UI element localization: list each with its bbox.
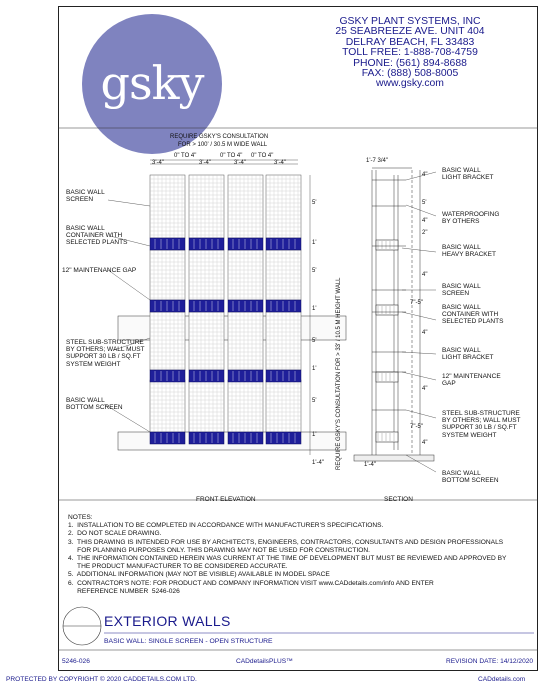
planter-container [150, 238, 185, 250]
footer-copyright: PROTECTED BY COPYRIGHT © 2020 CADDETAILS.COM LTD. [6, 676, 197, 683]
company-tollfree: TOLL FREE: 1-888-708-4759 [342, 47, 478, 59]
sec-label-maintenance-gap: 12" MAINTENANCE GAP [442, 373, 501, 388]
sec-label-screen: BASIC WALL SCREEN [442, 283, 481, 298]
notes-block: NOTES: 1. INSTALLATION TO BE COMPLETED IN ACCORDANCE WITH MANUFACTURER'S SPECIFICATIONS. 2. DO NOT SCALE DRAWING. 3. THIS DRAWING IS INTENDED FOR USE BY ARCHITECTS, ENGINEERS, CONTRACTORS, CONSULTANTS AND DESIGN PROFESSIONALS FOR PLANNING PURPOSES ONLY. THIS DRAWING MAY NOT BE USED FOR CONSTRUCTION. 4. THE INFORMATION CONTAINED HEREIN WAS CURRENT AT THE TIME OF DEVELOPMENT BUT MUST BE REVIEWED AND APPROVED BY THE PRODUCT MANUFACTURER TO BE CONSIDERED ACCURATE. 5. ADDITIONAL INFORMATION (MAY NOT BE VISIBLE) AVAILABLE IN MODEL SPACE 6. CONTRACTOR'S NOTE: FOR PRODUCT AND COMPANY INFORMATION VISIT www.CADdetails.com/info AND ENTER REFERENCE NUMBER 5246-026 [68, 514, 507, 595]
planter-container [189, 432, 224, 444]
wall-screen-panel [150, 250, 185, 300]
wall-screen-panel [228, 312, 263, 370]
col-dim-1: 3'-4" [152, 160, 164, 166]
wall-screen-panel [228, 175, 263, 238]
right-dim-8: 1' [312, 432, 317, 438]
right-dim-1: 5' [312, 200, 317, 206]
wall-screen-panel [266, 250, 301, 300]
company-address-1: 25 SEABREEZE AVE. UNIT 404 [335, 26, 485, 38]
bottom-dim: 1'-4" [312, 460, 324, 466]
sec-label-waterproofing: WATERPROOFING BY OTHERS [442, 211, 500, 226]
sec-label-bottom-screen: BASIC WALL BOTTOM SCREEN [442, 470, 499, 485]
front-elevation [118, 175, 346, 450]
label-maintenance-gap: 12" MAINTENANCE GAP [62, 267, 137, 274]
col-dim-5: 3'-4" [234, 160, 246, 166]
planter-container [228, 300, 263, 312]
planter-container [189, 238, 224, 250]
section-container [376, 372, 398, 382]
wall-screen-panel [189, 250, 224, 300]
right-dim-4: 1' [312, 306, 317, 312]
wall-screen-panel [150, 312, 185, 370]
planter-container [228, 238, 263, 250]
wall-screen-panel [189, 380, 224, 432]
col-dim-3: 3'-4" [199, 160, 211, 166]
wall-screen-panel [150, 175, 185, 238]
drawing-title: EXTERIOR WALLS [104, 613, 231, 629]
section-container [376, 432, 398, 442]
col-dim-6: 0" TO 4" [251, 153, 274, 159]
drawing-subtitle: BASIC WALL: SINGLE SCREEN - OPEN STRUCTURE [104, 638, 273, 645]
company-phone: PHONE: (561) 894-8688 [353, 57, 467, 69]
sec-label-container: BASIC WALL CONTAINER WITH SELECTED PLANTS [442, 304, 504, 326]
section-dim-3: 4" [422, 218, 428, 224]
wall-screen-panel [189, 312, 224, 370]
wall-screen-panel [266, 312, 301, 370]
logo-text: gsky [100, 56, 204, 110]
section-view [354, 168, 434, 461]
section-dim-2: 5' [422, 200, 427, 206]
col-dim-7: 3'-4" [274, 160, 286, 166]
sec-label-light-bracket-2: BASIC WALL LIGHT BRACKET [442, 347, 494, 362]
right-dim-3: 5' [312, 268, 317, 274]
planter-container [189, 370, 224, 382]
footer-site-link[interactable]: CADdetails.com [478, 676, 526, 683]
wall-screen-panel [228, 380, 263, 432]
elevation-consult-line1: REQUIRE GSKY'S CONSULTATION [170, 134, 269, 140]
section-dim-10: 4" [422, 440, 428, 446]
caption-section: SECTION [384, 496, 413, 503]
wall-screen-panel [266, 380, 301, 432]
footer-ref: 5246-026 [62, 658, 90, 665]
section-dim-4: 2" [422, 230, 428, 236]
planter-container [266, 432, 301, 444]
label-bottom-screen: BASIC WALL BOTTOM SCREEN [66, 397, 123, 412]
planter-container [150, 432, 185, 444]
col-dim-2: 0" TO 4" [174, 153, 197, 159]
section-dim-5: 4" [422, 272, 428, 278]
section-dim-7: 4" [422, 330, 428, 336]
company-fax: FAX: (888) 508-8005 [361, 68, 459, 80]
planter-container [150, 370, 185, 382]
right-dim-6: 1' [312, 366, 317, 372]
right-dim-7: 5' [312, 398, 317, 404]
height-consult-label: REQUIRE GSKY'S CONSULTATION FOR > 33' / 10.5 M HEIGHT WALL [336, 277, 342, 470]
right-dim-5: 5' [312, 338, 317, 344]
label-basic-wall-screen: BASIC WALL SCREEN [66, 189, 105, 204]
label-steel-substructure: STEEL SUB-STRUCTURE BY OTHERS; WALL MUST SUPPORT 30 LB / SQ.FT SYSTEM WEIGHT [66, 339, 145, 368]
sec-label-light-bracket: BASIC WALL LIGHT BRACKET [442, 167, 494, 182]
footer-revision: REVISION DATE: 14/12/2020 [446, 658, 534, 665]
planter-container [266, 370, 301, 382]
wall-screen-panel [228, 250, 263, 300]
company-website[interactable]: www.gsky.com [376, 78, 444, 90]
section-container [376, 240, 398, 250]
wall-screen-panel [150, 380, 185, 432]
section-dim-9: 7"-5" [410, 424, 423, 430]
planter-container [150, 300, 185, 312]
planter-container [189, 300, 224, 312]
sec-label-heavy-bracket: BASIC WALL HEAVY BRACKET [442, 244, 496, 259]
company-address-2: DELRAY BEACH, FL 33483 [345, 36, 475, 48]
right-dim-2: 1' [312, 240, 317, 246]
sec-label-steel: STEEL SUB-STRUCTURE BY OTHERS; WALL MUST SUPPORT 30 LB / SQ.FT SYSTEM WEIGHT [442, 410, 521, 439]
planter-container [266, 300, 301, 312]
section-dim-8: 4" [422, 386, 428, 392]
label-container-plants: BASIC WALL CONTAINER WITH SELECTED PLANTS [66, 225, 128, 247]
section-container [376, 305, 398, 315]
wall-screen-panel [189, 175, 224, 238]
planter-container [228, 370, 263, 382]
section-dim-1: 4" [422, 172, 428, 178]
wall-screen-panel [266, 175, 301, 238]
planter-container [266, 238, 301, 250]
section-top-dim: 1'-7 3/4" [366, 158, 388, 164]
company-name: GSKY PLANT SYSTEMS, INC [339, 16, 481, 27]
elevation-consult-line2: FOR > 100' / 30.5 M WIDE WALL [178, 142, 268, 148]
planter-container [228, 432, 263, 444]
col-dim-4: 0" TO 4" [220, 153, 243, 159]
footer-brand: CADdetailsPLUS™ [236, 658, 293, 665]
caption-front-elevation: FRONT ELEVATION [196, 496, 256, 503]
section-dim-6: 7"-5" [410, 300, 423, 306]
section-dim-11: 1'-4" [364, 462, 376, 468]
